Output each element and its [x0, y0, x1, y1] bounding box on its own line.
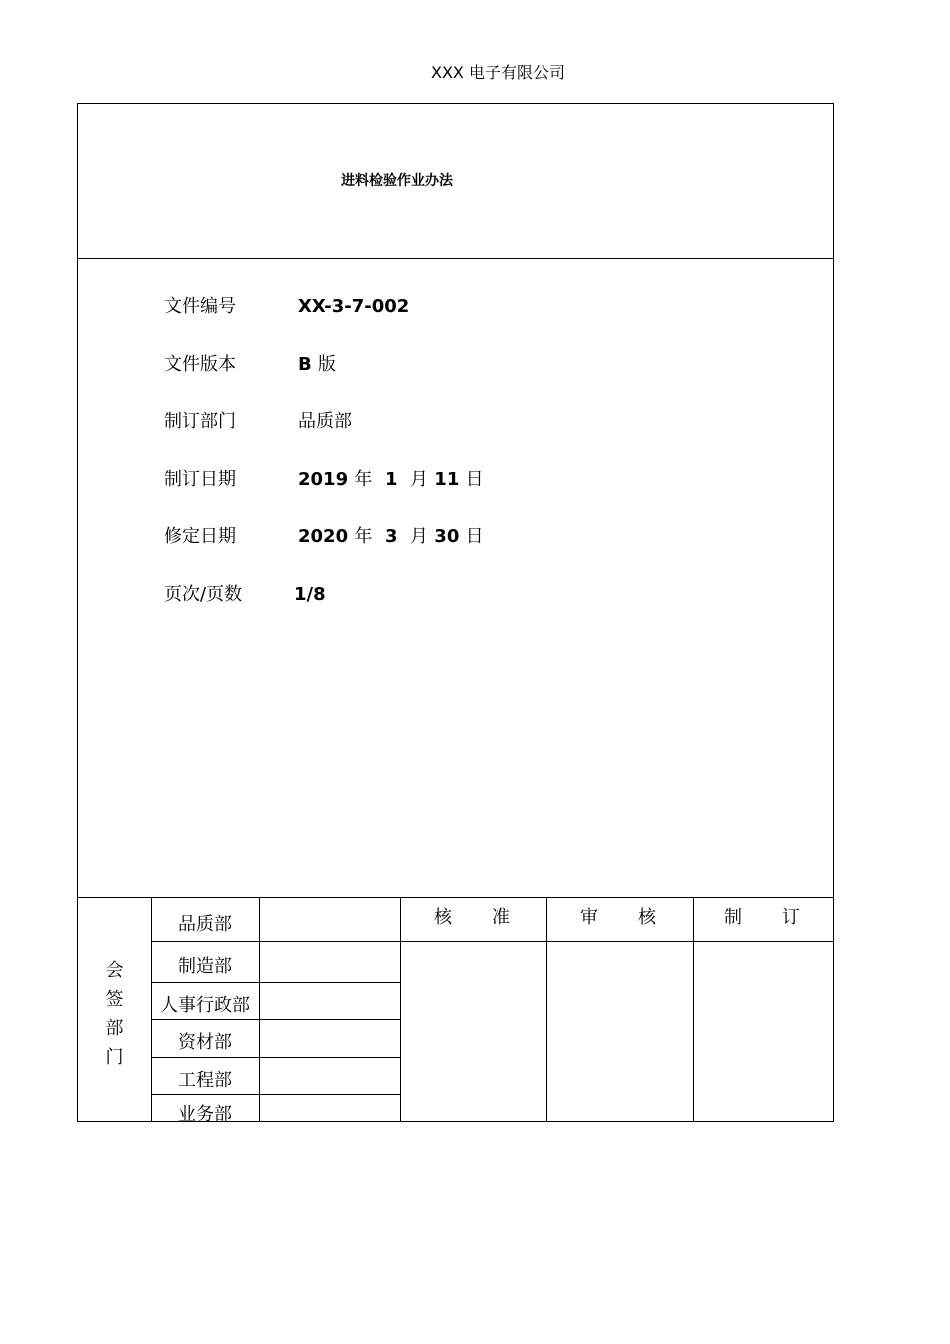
- countersign-dept-label: 会 签 部 门: [105, 960, 124, 1068]
- doc-no-value: XX-3-7-002: [298, 296, 410, 317]
- approve-header-1: 核: [434, 907, 452, 928]
- created-year: 2019: [298, 469, 349, 490]
- review-header-2: 核: [638, 907, 656, 928]
- review-header-1: 审: [580, 907, 598, 928]
- doc-no-label: 文件编号: [164, 296, 236, 317]
- unit-month: 月: [410, 469, 429, 490]
- dept-cell: 工程部: [178, 1070, 232, 1091]
- dept-cell: 人事行政部: [160, 995, 250, 1016]
- version-suffix: 版: [318, 354, 337, 375]
- prepare-header-2: 订: [782, 907, 800, 928]
- dept-cell: 业务部: [178, 1104, 232, 1125]
- page-label: 页次/页数: [164, 584, 243, 605]
- dept-cell: 制造部: [178, 956, 232, 977]
- dept-cell: 资材部: [178, 1032, 232, 1053]
- unit-year: 年: [354, 526, 373, 547]
- info-row-doc-no: [164, 292, 409, 318]
- dept-label: 制订部门: [164, 411, 236, 432]
- prepare-header-1: 制: [724, 907, 742, 928]
- unit-day: 日: [465, 526, 484, 547]
- created-month: 1: [384, 469, 398, 490]
- unit-day: 日: [465, 469, 484, 490]
- approve-header-2: 准: [492, 907, 510, 928]
- created-label: 制订日期: [164, 469, 236, 490]
- info-row-version: [164, 350, 336, 376]
- unit-year: 年: [354, 469, 373, 490]
- revised-month: 3: [384, 526, 398, 547]
- document-title: 进料检验作业办法: [341, 173, 453, 189]
- revised-label: 修定日期: [164, 526, 236, 547]
- revised-day: 30: [434, 526, 460, 547]
- info-row-page: [164, 580, 326, 606]
- document-frame: [77, 103, 834, 1125]
- unit-month: 月: [410, 526, 429, 547]
- revised-year: 2020: [298, 526, 349, 547]
- dept-value: 品质部: [298, 411, 352, 432]
- created-day: 11: [434, 469, 460, 490]
- version-letter: B: [298, 354, 312, 375]
- version-label: 文件版本: [164, 354, 236, 375]
- dept-cell: 品质部: [178, 914, 232, 935]
- info-row-dept: [164, 407, 352, 433]
- page-value: 1/8: [294, 584, 326, 605]
- company-header: XXX 电子有限公司: [431, 63, 565, 82]
- title-area: [78, 104, 833, 259]
- info-row-revised: [164, 522, 484, 548]
- info-row-created: [164, 465, 484, 491]
- sign-off-table: [78, 897, 833, 1125]
